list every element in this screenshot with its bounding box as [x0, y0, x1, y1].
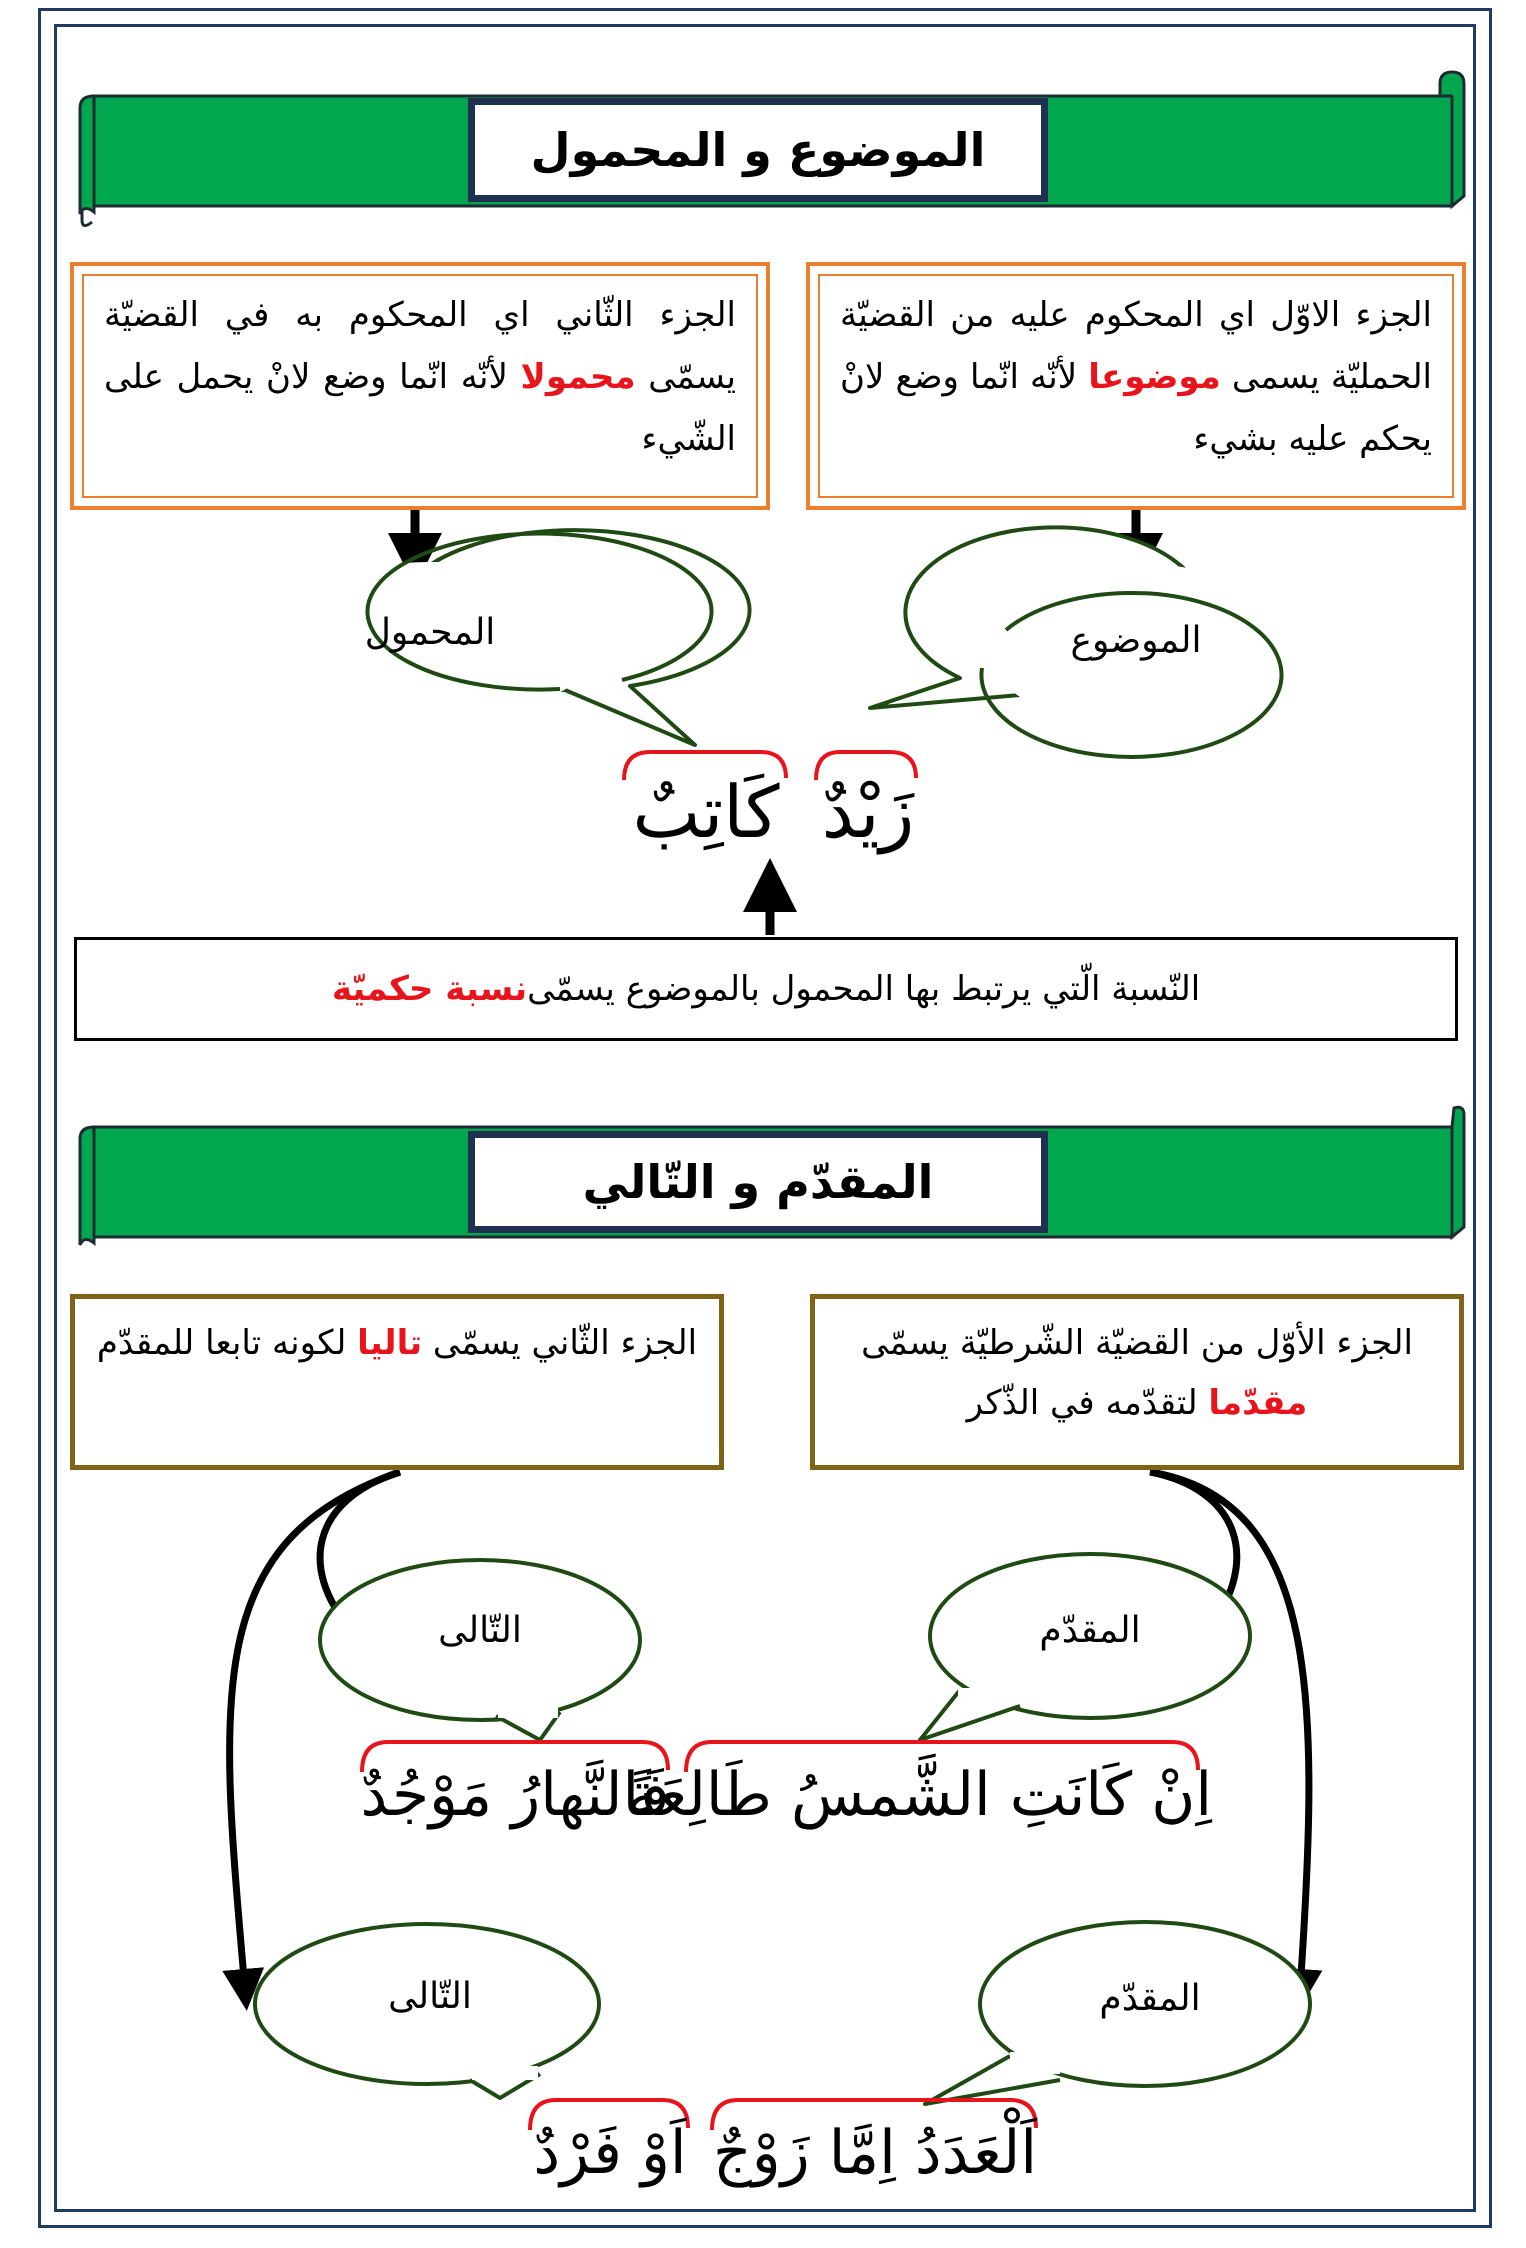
section2-title: المقدّم و التّالي — [468, 1131, 1048, 1233]
nisba-box: النّسبة الّتي يرتبط بها المحمول بالموضوع يسمّى نسبة حكميّة — [74, 937, 1458, 1041]
definition-mawdu: الجزء الاوّل اي المحكوم عليه من القضيّة الحمليّة يسمى موضوعا لأنّه انّما وضع لانْ يحكم عليه بشيء — [806, 262, 1466, 510]
example1-muqaddam: اِنْ كَانَتِ الشَّمسُ طَالِعَةً — [626, 1760, 1212, 1830]
example2-muqaddam: اَلْعَدَدُ اِمَّا زَوْجٌ — [712, 2118, 1038, 2188]
example-word-katib: كَاتِبٌ — [632, 770, 780, 854]
bubble-label-mahmul: المحمول — [364, 612, 496, 653]
bubble-label-tali-2: التّالى — [388, 1976, 472, 2017]
section1-title: الموضوع و المحمول — [468, 98, 1048, 202]
arrow-right-to-muqaddam-2 — [1150, 1472, 1309, 1990]
example1-tali: فَالنَّهارُ مَوْجُدٌ — [360, 1760, 670, 1830]
bubble-label-tali-1: التّالى — [438, 1610, 522, 1651]
bubble-label-muqaddam-2: المقدّم — [1099, 1978, 1201, 2019]
example2-tali: اَوْ فَرْدٌ — [533, 2118, 687, 2188]
bubble-label-muqaddam-1: المقدّم — [1039, 1610, 1141, 1651]
example-word-zaid: زَيْدٌ — [821, 770, 915, 854]
definition-mahmul: الجزء الثّاني اي المحكوم به في القضيّة يسمّى محمولا لأنّه انّما وضع لانْ يحمل على الشّيء — [70, 262, 770, 510]
definition-muqaddam: الجزء الأوّل من القضيّة الشّرطيّة يسمّى مقدّما لتقدّمه في الذّكر — [810, 1294, 1464, 1470]
bubble-label-mawdu: الموضوع — [1070, 620, 1202, 661]
definition-tali: الجزء الثّاني يسمّى تاليا لكونه تابعا للمقدّم — [70, 1294, 724, 1470]
arrow-left-to-tali-2 — [230, 1472, 400, 1990]
